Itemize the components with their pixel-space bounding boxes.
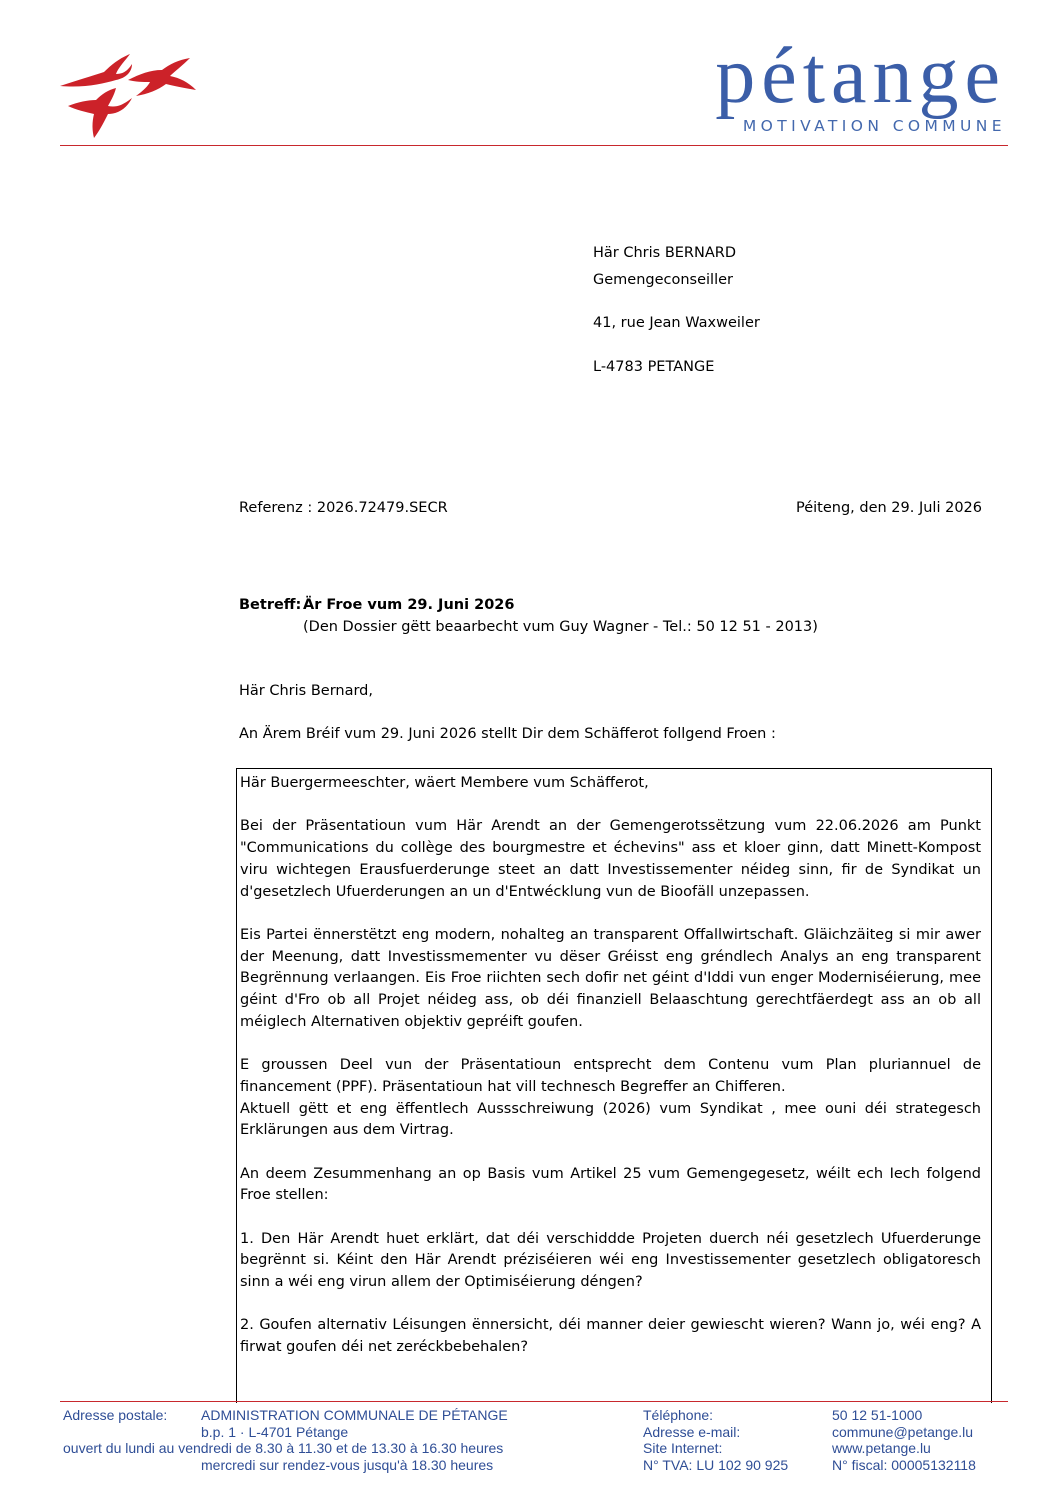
postal-label: Adresse postale: <box>63 1407 168 1423</box>
reference-number: Referenz : 2026.72479.SECR <box>239 500 448 516</box>
question-paragraph: 2. Goufen alternativ Léisungen ënnersicht, déi manner deier gewiescht wieren? Wann jo, wéi eng? A firwat goufen déi net zeréckbebehalen? <box>240 1317 981 1356</box>
opening-hours: ouvert du lundi au vendredi de 8.30 à 11.30 et de 13.30 à 16.30 heures <box>63 1440 504 1456</box>
question-paragraph: Bei der Präsentatioun vum Här Arendt an der Gemengerotssëtzung vum 22.06.2026 am Punkt "Communications du collège des bourgmestre et échevins" ass et kloer ginn, datt Minett-Kompost viru wichtegen Erausfuerderunge steet an datt Investissementer néideg sinn, fir de Syndikat un d'gesetzlech Ufuerderungen an un d'Entwécklung vun de Bioofäll unzepassen. <box>240 818 981 900</box>
phone-value: 50 12 51-1000 <box>832 1407 923 1423</box>
web-label: Site Internet: <box>643 1440 723 1456</box>
footer-contact-values <box>832 1407 976 1473</box>
email-label: Adresse e-mail: <box>643 1423 741 1440</box>
question-paragraph: E groussen Deel vun der Präsentatioun entsprecht dem Contenu vum Plan pluriannuel de financement (PPF). Präsentatioun hat vill technesch Begreffer an Chifferen. <box>240 1057 981 1095</box>
question-paragraph: An deem Zesummenhang an op Basis vum Artikel 25 vum Gemengegesetz, wéilt ech Iech folgend Froe stellen: <box>240 1165 981 1204</box>
vat-number: N° TVA: LU 102 90 925 <box>643 1456 789 1473</box>
brand-tagline: MOTIVATION COMMUNE <box>742 117 1006 135</box>
question-paragraph: Här Buergermeeschter, wäert Membere vum Schäfferot, <box>240 775 649 791</box>
subject-title: Är Froe vum 29. Juni 2026 <box>303 597 515 613</box>
website-link[interactable]: www.petange.lu <box>832 1440 931 1456</box>
recipient-street: 41, rue Jean Waxweiler <box>593 315 760 331</box>
question-paragraph: Aktuell gëtt et eng ëffentlech Aussschreiwung (2026) vum Syndikat , mee ouni déi strategesch Erklärungen aus dem Virtrag. <box>240 1100 981 1139</box>
recipient-name: Här Chris BERNARD <box>593 245 737 261</box>
recipient-title: Gemengeconseiller <box>593 272 733 288</box>
footer-address-block <box>63 1407 508 1473</box>
bird-figures-logo <box>58 50 198 140</box>
recipient-city: L-4783 PETANGE <box>593 359 715 375</box>
subject-note: (Den Dossier gëtt beaarbecht vum Guy Wagner - Tel.: 50 12 51 - 2013) <box>303 619 818 635</box>
fiscal-number: N° fiscal: 00005132118 <box>832 1456 976 1473</box>
subject-label: Betreff: <box>239 597 302 613</box>
quoted-question-box <box>236 768 992 1403</box>
footer-divider <box>60 1401 1008 1402</box>
brand-wordmark: pétange <box>715 32 1006 120</box>
po-box: b.p. 1 · L-4701 Pétange <box>201 1423 349 1440</box>
phone-label: Téléphone: <box>643 1407 714 1423</box>
email-link[interactable]: commune@petange.lu <box>832 1423 974 1440</box>
admin-name: ADMINISTRATION COMMUNALE DE PÉTANGE <box>201 1407 508 1423</box>
question-paragraph: Eis Partei ënnerstëtzt eng modern, nohalteg an transparent Offallwirtschaft. Gläichzäiteg si mir awer der Meenung, datt Investissmementer vu dëser Gréisst eng gréndlech Analys an eng transparent Begrënnung verlaangen. Eis Froe riichten sech dofir net géint d'Iddi vun enger Moderniséierung, mee géint d'Fro ob all Projet néideg ass, ob déi finanziell Belaaschtung gerechtfäerdegt ass an ob all méiglech Alternativen objektiv gepréift goufen. <box>240 926 981 1030</box>
place-date: Péiteng, den 29. Juli 2026 <box>795 500 982 516</box>
salutation: Här Chris Bernard, <box>239 683 373 699</box>
wednesday-hours: mercredi sur rendez-vous jusqu'à 18.30 heures <box>201 1456 494 1473</box>
question-paragraph: 1. Den Här Arendt huet erklärt, dat déi verschiddde Projeten duerch néi gesetzlech Ufuerderunge begrënnt si. Kéint den Här Arendt préziséieren wéi eng Investissementer gesetzlech obligatoresch sinn a wéi eng virun allem der Optimiséierung déngen? <box>240 1230 981 1291</box>
footer-contact-labels <box>643 1407 788 1473</box>
header-divider <box>60 145 1008 146</box>
intro-line: An Ärem Bréif vum 29. Juni 2026 stellt Dir dem Schäfferot follgend Froen : <box>239 726 776 742</box>
